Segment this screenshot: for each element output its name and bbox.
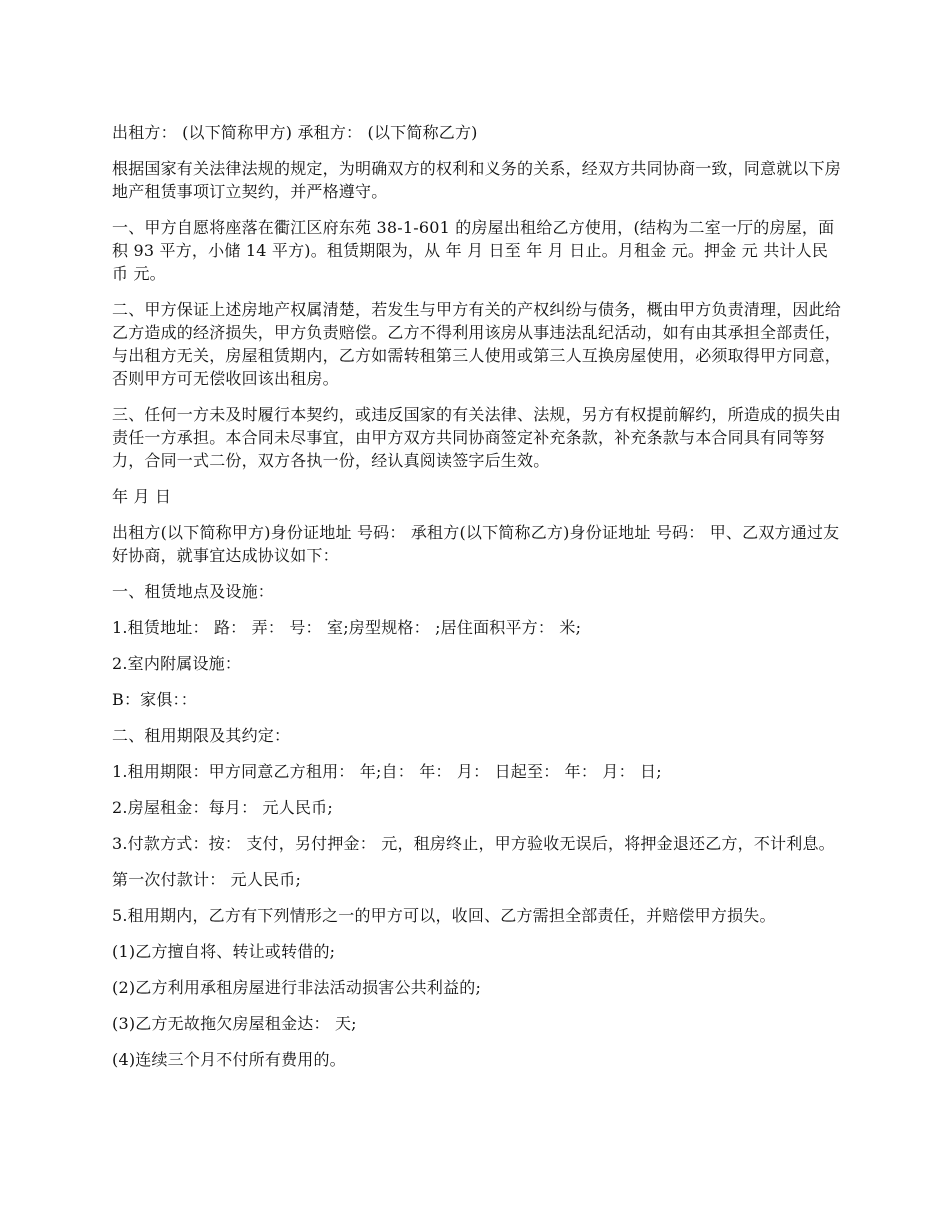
item-furniture: B：家俱：： (112, 690, 197, 709)
preamble-paragraph: 根据国家有关法律法规的规定，为明确双方的权利和义务的关系，经双方共同协商一致，同意就以下房地产租赁事项订立契约，并严格遵守。 (112, 159, 842, 201)
item-rent: 2.房屋租金：每月： 元人民币; (112, 798, 333, 817)
section-term-heading: 二、租用期限及其约定： (112, 726, 291, 745)
item-facilities: 2.室内附属设施： (112, 654, 242, 673)
clause-one-paragraph: 一、甲方自愿将座落在衢江区府东苑 38-1-601 的房屋出租给乙方使用，(结构为二室一厅的房屋，面积 93 平方，小储 14 平方)。租赁期限为，从 年 月 日至 年 月 日止。月租金 元。押金 元 共计人民币 元。 (112, 218, 835, 283)
item-address: 1.租赁地址： 路： 弄： 号： 室;房型规格： ;居住面积平方： 米; (112, 618, 582, 637)
document-body (112, 121, 842, 1084)
clause-three-paragraph: 三、任何一方未及时履行本契约，或违反国家的有关法律、法规，另方有权提前解约，所造成的损失由责任一方承担。本合同未尽事宜，由甲方双方共同协商签定补充条款，补充条款与本合同具有同等努力，合同一式二份，双方各执一份，经认真阅读签字后生效。 (112, 405, 842, 470)
item-first-payment: 第一次付款计： 元人民币; (112, 870, 302, 889)
case-4: (4)连续三个月不付所有费用的。 (112, 1050, 346, 1069)
case-3: (3)乙方无故拖欠房屋租金达： 天; (112, 1014, 357, 1033)
parties-line: 出租方： (以下简称甲方) 承租方： (以下简称乙方) (112, 123, 478, 142)
item-payment: 3.付款方式：按： 支付，另付押金： 元，租房终止，甲方验收无误后，将押金退还乙方，不计利息。 (112, 834, 835, 853)
date-line: 年 月 日 (112, 487, 172, 506)
clause-two-paragraph: 二、甲方保证上述房地产权属清楚，若发生与甲方有关的产权纠纷与债务，概由甲方负责清理，因此给乙方造成的经济损失，甲方负责赔偿。乙方不得利用该房从事违法乱纪活动，如有由其承担全部责任，与出租方无关，房屋租赁期内，乙方如需转租第三人使用或第三人互换房屋使用，必须取得甲方同意，否则甲方可无偿收回该出租房。 (112, 300, 842, 388)
item-termination: 5.租用期内，乙方有下列情形之一的甲方可以，收回、乙方需担全部责任，并赔偿甲方损失。 (112, 906, 776, 925)
second-parties-paragraph: 出租方(以下简称甲方)身份证地址 号码： 承租方(以下简称乙方)身份证地址 号码： 甲、乙双方通过友好协商，就事宜达成协议如下： (112, 523, 840, 565)
case-1: (1)乙方擅自将、转让或转借的; (112, 942, 336, 961)
section-location-heading: 一、租赁地点及设施： (112, 582, 275, 601)
case-2: (2)乙方利用承租房屋进行非法活动损害公共利益的; (112, 978, 482, 997)
item-term: 1.租用期限：甲方同意乙方租用： 年;自： 年： 月： 日起至： 年： 月： 日; (112, 762, 662, 781)
